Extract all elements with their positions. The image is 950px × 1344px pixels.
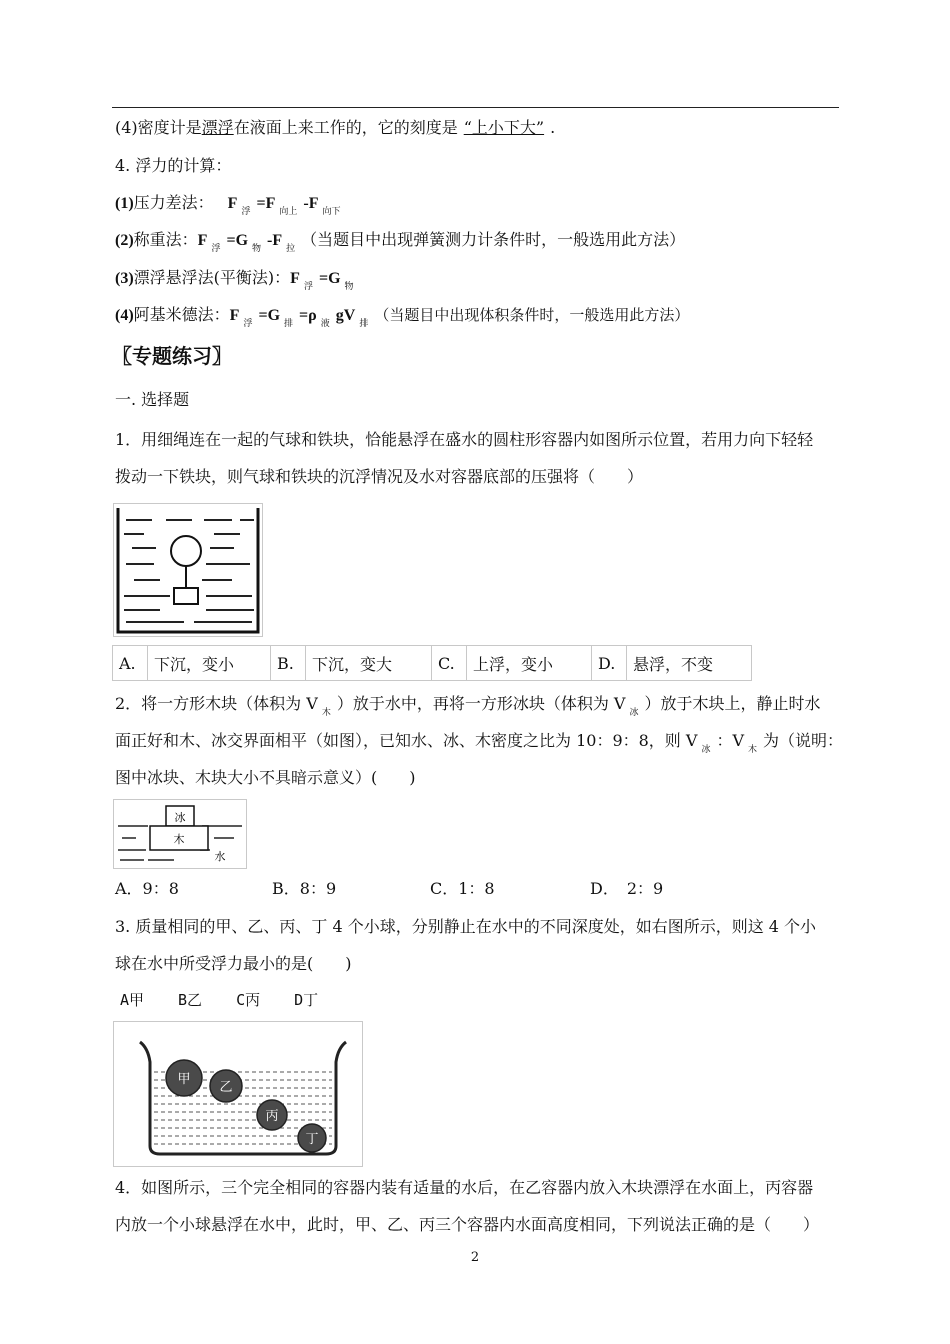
balloon <box>171 536 201 566</box>
method-pressure-difference: (1)压力差法： F $_浮$ =F $_{向上}$ -F $_{向下}$ <box>115 193 341 217</box>
density-meter-line: (4)密度计是漂浮在液面上来工作的，它的刻度是 “上小下大” . <box>115 118 556 137</box>
q3-line1: 3. 质量相同的甲、乙、丙、丁 4 个小球，分别静止在水中的不同深度处，如右图所示，则这 4 个小 <box>115 917 817 936</box>
header-rule <box>112 107 839 108</box>
part-title: 一. 选择题 <box>115 390 190 409</box>
q3-option-b[interactable]: B乙 <box>178 991 203 1009</box>
q3-option-d[interactable]: D丁 <box>294 991 319 1009</box>
q3-option-a[interactable]: A甲 <box>120 991 145 1009</box>
q1-options-table <box>112 645 752 681</box>
ball-bing-label: 丙 <box>265 1109 279 1124</box>
q3-options <box>120 990 318 1010</box>
q1-line1: 1．用细绳连在一起的气球和铁块，恰能悬浮在盛水的圆柱形容器内如图所示位置，若用力向下轻轻 <box>115 430 814 449</box>
method-balance: (3)漂浮悬浮法(平衡法)：F $_浮$ =G $_物$ <box>115 268 354 292</box>
q1-figure <box>113 503 263 637</box>
q3-option-c[interactable]: C丙 <box>236 991 261 1009</box>
ice-label: 冰 <box>174 811 186 824</box>
q4-line2: 内放一个小球悬浮在水中，此时，甲、乙、丙三个容器内水面高度相同，下列说法正确的是（ ） <box>115 1215 820 1234</box>
q2-line3: 图中冰块、木块大小不具暗示意义）( ) <box>115 768 416 787</box>
float-underline: 漂浮 <box>201 118 234 137</box>
q1-option-d-key[interactable]: D. <box>592 646 627 681</box>
q4-line1: 4．如图所示，三个完全相同的容器内装有适量的水后，在乙容器内放入木块漂浮在水面上，丙容器 <box>115 1178 814 1197</box>
q2-line1: 2．将一方形木块（体积为 V $_木$ ）放于水中，再将一方形冰块（体积为 V $_冰$ ）放于木块上，静止时水 <box>115 694 821 718</box>
q1-option-c-text[interactable]: 上浮，变小 <box>467 646 592 681</box>
q2-option-b[interactable]: B．8：9 <box>272 879 337 898</box>
q1-option-a-text[interactable]: 下沉，变小 <box>148 646 271 681</box>
iron-block <box>174 588 198 604</box>
q3-figure <box>113 1021 363 1167</box>
ball-ding-label: 丁 <box>305 1132 319 1147</box>
q1-container <box>118 508 258 632</box>
section-title: 〖专题练习〗 <box>112 344 232 368</box>
ball-yi-label: 乙 <box>219 1080 233 1095</box>
q2-option-c[interactable]: C．1：8 <box>430 879 495 898</box>
method-weighing: (2)称重法：F $_浮$ =G $_物$ -F $_拉$ （当题目中出现弹簧测力计条件时，一般选用此方法） <box>115 230 686 254</box>
method-archimedes: (4)阿基米德法：F $_浮$ =G $_排$ =ρ $_液$ gV $_排$ （当题目中出现体积条件时，一般选用此方法） <box>115 305 690 329</box>
page-number: 2 <box>470 1250 480 1265</box>
q1-line2: 拨动一下铁块，则气球和铁块的沉浮情况及水对容器底部的压强将（ ） <box>115 467 644 486</box>
water-label: 水 <box>214 850 226 863</box>
wood-label: 木 <box>173 833 185 846</box>
q1-option-c-key[interactable]: C. <box>432 646 467 681</box>
q1-option-d-text[interactable]: 悬浮，不变 <box>627 646 752 681</box>
q2-figure <box>113 799 247 869</box>
scale-underline: “上小下大” <box>463 118 545 137</box>
q1-option-b-text[interactable]: 下沉，变大 <box>306 646 432 681</box>
q2-option-a[interactable]: A．9：8 <box>115 879 179 898</box>
ball-jia-label: 甲 <box>177 1072 191 1087</box>
q2-option-d[interactable]: D． 2：9 <box>590 879 664 898</box>
q2-line2: 面正好和木、冰交界面相平（如图），已知水、冰、木密度之比为 10：9：8，则 V $_冰$ ：V $_木$ 为（说明： <box>115 731 844 755</box>
q1-option-b-key[interactable]: B. <box>271 646 306 681</box>
calc-heading: 4. 浮力的计算： <box>115 156 232 175</box>
q1-option-a-key[interactable]: A. <box>113 646 148 681</box>
q3-line2: 球在水中所受浮力最小的是( ) <box>115 954 352 973</box>
